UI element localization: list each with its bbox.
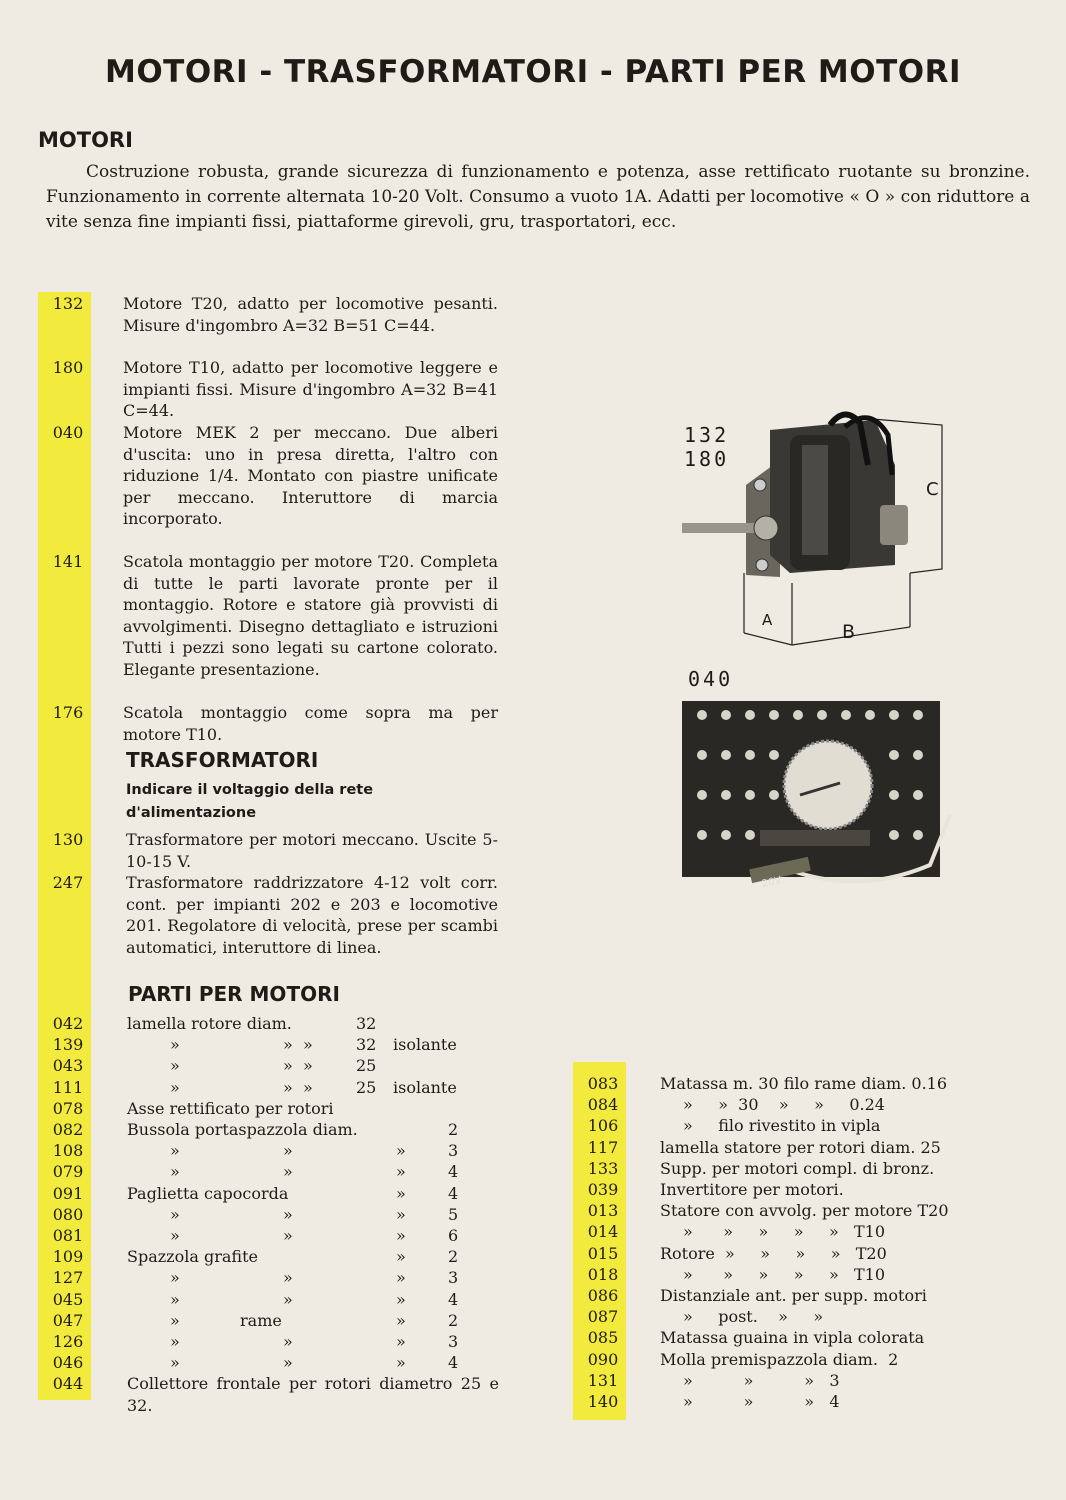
item-code: 180: [52, 358, 84, 377]
item-description: » » » » » T10: [683, 1222, 886, 1242]
item-description: Trasformatore per motori meccano. Uscite 5-10-15 V.: [126, 830, 498, 871]
ditto-col-2: »: [283, 1332, 293, 1351]
item-code: 131: [587, 1370, 619, 1390]
size-value: 25: [356, 1077, 377, 1097]
ditto-col-3: »: [396, 1268, 406, 1288]
item-description: Collettore frontale per rotori diametro 25 e 32.: [127, 1374, 499, 1415]
ditto-col-3: »: [396, 1183, 406, 1203]
size-extra: 4: [448, 1353, 459, 1373]
ditto-col-2: »: [283, 1289, 293, 1309]
size-extra: 2: [448, 1120, 459, 1139]
size-value: 32: [356, 1035, 377, 1055]
size-extra: 4: [448, 1289, 459, 1309]
motor-label-132: 132: [684, 423, 730, 447]
item-description: Trasformatore raddrizzatore 4-12 volt corr. cont. per impianti 202 e 203 e locomotive 201. Regolatore di velocità, prese per scambi automatici, interuttore di linea.: [126, 873, 498, 957]
ditto-col-3: »: [396, 1353, 406, 1373]
ditto-col-3: »: [396, 1310, 406, 1330]
size-extra: 3: [448, 1332, 459, 1351]
item-code: 081: [52, 1226, 84, 1245]
ditto-col-3: »: [396, 1162, 406, 1182]
size-extra: 4: [448, 1183, 459, 1203]
item-description: Scatola montaggio per motore T20. Completa di tutte le parti lavorate pronte per il montaggio. Rotore e statore già provvisti di avvolgimenti. Disegno dettagliato e istruzioni Tutti i pezzi sono legati su cartone colorato. Elegante presentazione.: [123, 552, 498, 679]
item-code: 130: [52, 830, 84, 849]
size-extra: 4: [448, 1162, 459, 1182]
item-description: » » » 3: [683, 1370, 840, 1390]
size-extra: 3: [448, 1268, 459, 1288]
ditto-col-2: »: [283, 1035, 293, 1055]
item-description: Distanziale ant. per supp. motori: [660, 1286, 927, 1305]
item-code: 043: [52, 1056, 84, 1076]
dimension-label-b: B: [842, 621, 856, 643]
item-code: 082: [52, 1120, 84, 1139]
item-description: Rotore » » » » T20: [660, 1243, 887, 1263]
trasformatori-note: Indicare il voltaggio della rete d'alimentazione: [126, 782, 374, 821]
item-description: »: [170, 1141, 180, 1161]
item-description: »: [170, 1162, 180, 1182]
item-code: 247: [52, 873, 84, 892]
ditto-col-3: »: [303, 1056, 313, 1076]
item-code: 078: [52, 1098, 84, 1118]
mek-motor-photo: [680, 665, 960, 905]
item-description: »: [170, 1310, 180, 1330]
ditto-col-3: »: [303, 1077, 313, 1097]
item-description: Matassa m. 30 filo rame diam. 0.16: [660, 1074, 948, 1093]
item-code: 090: [587, 1349, 619, 1369]
item-description: lamella statore per rotori diam. 25: [660, 1137, 941, 1157]
item-code: 106: [587, 1116, 619, 1136]
ditto-col-2: »: [283, 1268, 293, 1288]
ditto-col-2: »: [283, 1056, 293, 1076]
item-description: »: [170, 1268, 180, 1288]
item-code: 084: [587, 1095, 619, 1115]
item-code: 039: [587, 1180, 619, 1199]
size-extra: 2: [448, 1247, 459, 1267]
item-code: 046: [52, 1353, 84, 1373]
item-description: » » » » » T10: [683, 1264, 886, 1284]
item-description: » » 30 » » 0.24: [683, 1095, 885, 1115]
item-code: 141: [52, 552, 84, 571]
dimension-label-c: C: [926, 479, 939, 500]
item-code: 091: [52, 1183, 84, 1203]
item-description: Motore T10, adatto per locomotive leggere e impianti fissi. Misure d'ingombro A=32 B=41 C=44.: [123, 358, 498, 420]
ditto-col-3: »: [396, 1141, 406, 1161]
item-code: 013: [587, 1201, 619, 1221]
ditto-col-3: »: [396, 1204, 406, 1224]
motor-image: [670, 405, 970, 655]
ditto-col-3: »: [396, 1332, 406, 1351]
ditto-col-2: »: [283, 1353, 293, 1373]
item-description: »: [170, 1289, 180, 1309]
size-extra: isolante: [393, 1077, 457, 1097]
size-extra: 5: [448, 1204, 459, 1224]
item-code: 127: [52, 1268, 84, 1288]
size-extra: 2: [448, 1310, 459, 1330]
motori-intro-paragraph: Costruzione robusta, grande sicurezza di funzionamento e potenza, asse rettificato ruotante su bronzine. Funzionamento in corrente alternata 10-20 Volt. Consumo a vuoto 1A. Adatti per locomotive « O » con riduttore a vite senza fine impianti fissi, piattaforme girevoli, gru, trasportatori, ecc.: [46, 162, 1030, 232]
size-value: 25: [356, 1056, 377, 1076]
item-code: 109: [52, 1247, 84, 1267]
item-code: 176: [52, 703, 84, 722]
item-code: 133: [587, 1158, 619, 1178]
ditto-col-2: »: [283, 1077, 293, 1097]
page-title: MOTORI - TRASFORMATORI - PARTI PER MOTORI: [104, 54, 962, 90]
item-code: 111: [52, 1077, 84, 1097]
item-description: Invertitore per motori.: [660, 1180, 844, 1199]
item-description: » filo rivestito in vipla: [683, 1116, 881, 1136]
size-extra: 6: [448, 1226, 459, 1245]
item-code: 132: [52, 294, 84, 313]
dimension-label-a: A: [762, 611, 773, 629]
mek-label-040: 040: [688, 667, 734, 691]
item-description: »: [170, 1056, 180, 1076]
item-description: »: [170, 1226, 180, 1245]
item-description: Asse rettificato per rotori: [127, 1098, 334, 1118]
section-heading-motori: MOTORI: [38, 128, 133, 152]
item-description: Scatola montaggio come sopra ma per motore T10.: [123, 703, 498, 744]
item-description: Molla premispazzola diam. 2: [660, 1349, 899, 1369]
section-heading-trasformatori: TRASFORMATORI: [126, 748, 319, 772]
ditto-col-2: rame: [240, 1310, 282, 1330]
item-code: 014: [587, 1222, 619, 1242]
item-description: Statore con avvolg. per motore T20: [660, 1201, 949, 1221]
size-extra: isolante: [393, 1035, 457, 1055]
item-code: 045: [52, 1289, 84, 1309]
ditto-col-3: »: [396, 1289, 406, 1309]
item-code: 044: [52, 1374, 84, 1394]
ditto-col-2: »: [283, 1204, 293, 1224]
item-code: 140: [587, 1392, 619, 1411]
motor-label-180: 180: [684, 447, 730, 471]
motor-photo: [670, 405, 970, 655]
ditto-col-3: »: [303, 1035, 313, 1055]
item-description: lamella rotore diam.: [127, 1014, 292, 1033]
size-extra: 3: [448, 1141, 459, 1161]
item-code: 139: [52, 1035, 84, 1055]
item-description: Motore T20, adatto per locomotive pesanti. Misure d'ingombro A=32 B=51 C=44.: [123, 294, 498, 335]
item-code: 015: [587, 1243, 619, 1263]
item-code: 079: [52, 1162, 84, 1182]
item-description: Supp. per motori compl. di bronz.: [660, 1158, 935, 1178]
item-description: »: [170, 1204, 180, 1224]
item-description: Spazzola grafite: [127, 1247, 258, 1267]
item-code: 047: [52, 1310, 84, 1330]
item-code: 018: [587, 1264, 619, 1284]
item-code: 040: [52, 423, 84, 442]
mek-voltage-tag: 20V: [761, 875, 783, 890]
item-description: Paglietta capocorda: [127, 1183, 289, 1203]
item-description: » » » 4: [683, 1392, 840, 1411]
item-description: »: [170, 1035, 180, 1055]
item-description: Bussola portaspazzola diam.: [127, 1120, 358, 1139]
item-code: 083: [587, 1074, 619, 1093]
item-code: 117: [587, 1137, 619, 1157]
ditto-col-2: »: [283, 1226, 293, 1245]
ditto-col-2: »: [283, 1162, 293, 1182]
item-code: 085: [587, 1328, 619, 1348]
item-description: »: [170, 1332, 180, 1351]
section-heading-parti: PARTI PER MOTORI: [128, 982, 340, 1006]
ditto-col-3: »: [396, 1226, 406, 1245]
ditto-col-2: »: [283, 1141, 293, 1161]
size-value: 32: [356, 1014, 377, 1033]
item-code: 087: [587, 1307, 619, 1327]
item-description: »: [170, 1353, 180, 1373]
item-code: 042: [52, 1014, 84, 1033]
mek-image: [680, 665, 960, 905]
item-description: Motore MEK 2 per meccano. Due alberi d'uscita: uno in presa diretta, l'altro con riduzione 1/4. Montato con piastre unificate per meccano. Interuttore di marcia incorporato.: [123, 423, 498, 528]
item-description: »: [170, 1077, 180, 1097]
item-description: » post. » »: [683, 1307, 824, 1327]
ditto-col-3: »: [396, 1247, 406, 1267]
item-description: Matassa guaina in vipla colorata: [660, 1328, 925, 1348]
item-code: 126: [52, 1332, 84, 1351]
item-code: 080: [52, 1204, 84, 1224]
item-code: 086: [587, 1286, 619, 1305]
item-code: 108: [52, 1141, 84, 1161]
